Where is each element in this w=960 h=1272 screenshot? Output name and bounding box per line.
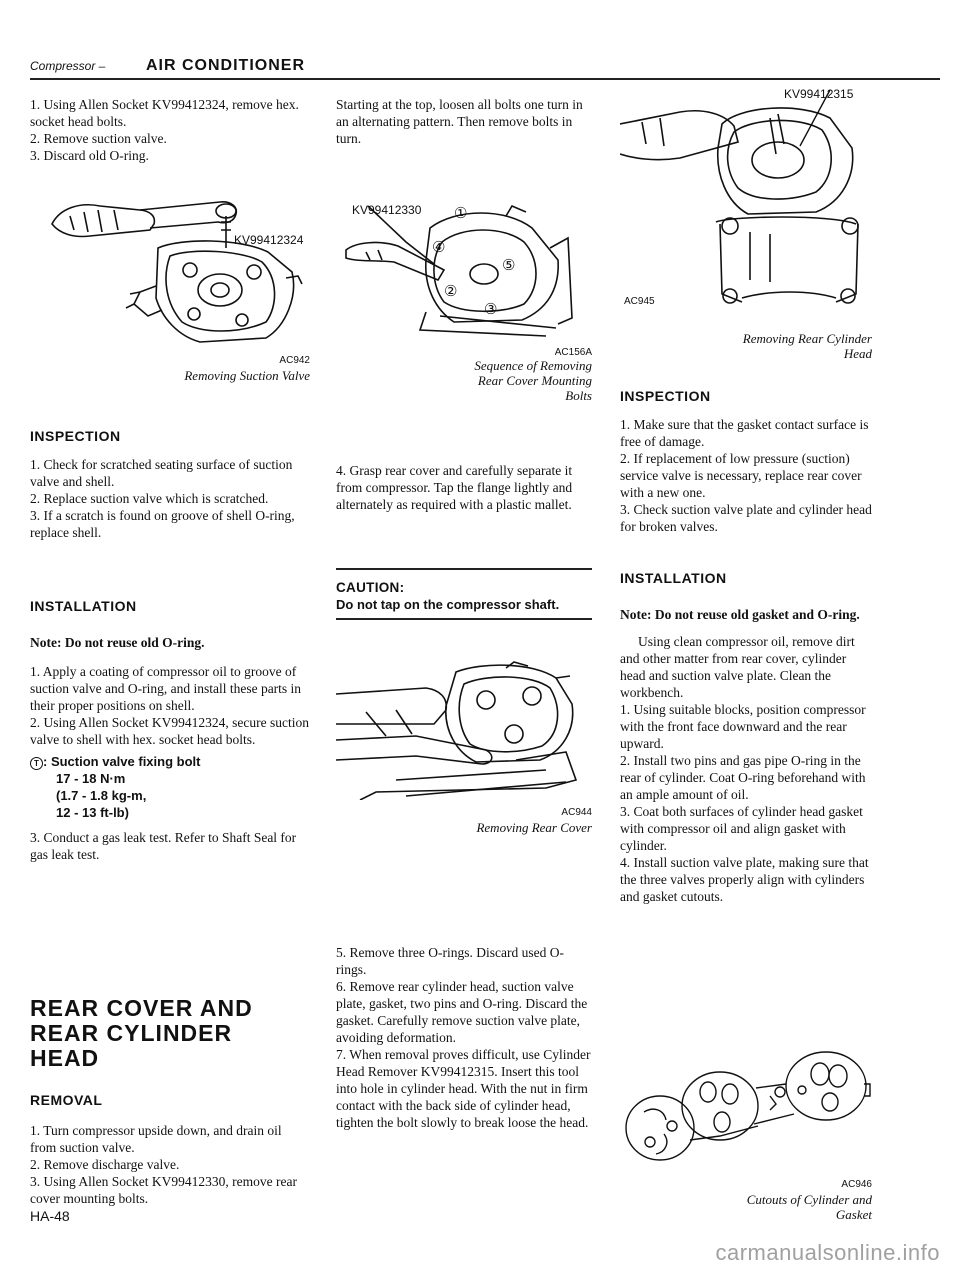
- note: Note: Do not reuse old O-ring.: [30, 635, 205, 650]
- section-label: Compressor –: [30, 59, 106, 73]
- bolt-number: ③: [484, 301, 498, 318]
- torque-kgm: (1.7 - 1.8 kg-m,: [56, 788, 147, 803]
- figure-bolt-sequence: [336, 198, 592, 418]
- watermark[interactable]: carmanualsonline.info: [715, 1240, 940, 1265]
- step: 2. Remove discharge valve.: [30, 1157, 180, 1172]
- removal-heading: REMOVAL: [30, 1092, 103, 1108]
- step: 7. When removal proves difficult, use Cylinder Head Remover KV99412315. Insert this tool into hole in cylinder head. With the nut in firm contact with the back side of cylinder head, tighten the bolt slowly to break loose the head.: [336, 1047, 591, 1130]
- installation-heading: INSTALLATION: [620, 570, 727, 586]
- caution-box: [336, 568, 592, 620]
- divider: [336, 618, 592, 620]
- note: Note: Do not reuse old gasket and O-ring.: [620, 607, 860, 622]
- step: 3. Conduct a gas leak test. Refer to Shaft Seal for gas leak test.: [30, 830, 297, 862]
- torque-spec: [30, 754, 310, 821]
- step: 1. Turn compressor upside down, and drain oil from suction valve.: [30, 1123, 282, 1155]
- figure-caption: Removing Rear Cylinder: [742, 331, 872, 346]
- inspection-heading: INSPECTION: [620, 388, 711, 404]
- figure-removing-rear-cylinder-head: [620, 84, 872, 374]
- figure-caption: Sequence of Removing: [474, 358, 592, 373]
- inspection-heading: INSPECTION: [30, 428, 121, 444]
- caution-text: Do not tap on the compressor shaft.: [336, 597, 560, 612]
- step: 4. Install suction valve plate, making sure that the three valves properly align with cylinders and gasket cutouts.: [620, 855, 869, 904]
- tool-label: KV99412315: [784, 87, 854, 101]
- step: 3. Check suction valve plate and cylinder head for broken valves.: [620, 502, 872, 534]
- step: 4. Grasp rear cover and carefully separate it from compressor. Tap the flange lightly and alternately as required with a plastic mallet.: [336, 463, 573, 512]
- figure-cutouts: [620, 1044, 872, 1222]
- column-1-removal: [30, 1092, 310, 1207]
- column-2-step4: [336, 462, 592, 513]
- column-1-inspection: [30, 428, 310, 541]
- figure-caption: Rear Cover Mounting: [477, 373, 592, 388]
- caution-title: CAUTION:: [336, 580, 405, 595]
- step: 2. If replacement of low pressure (suction) service valve is necessary, replace rear cover with a new one.: [620, 451, 862, 500]
- tool-label: KV99412330: [352, 203, 422, 217]
- figure-caption: Head: [843, 346, 872, 361]
- torque-label: : Suction valve fixing bolt: [43, 754, 201, 769]
- column-2: [336, 96, 592, 147]
- step: 3. If a scratch is found on groove of shell O-ring, replace shell.: [30, 508, 295, 540]
- step: 3. Coat both surfaces of cylinder head gasket with compressor oil and align gasket with cylinder.: [620, 804, 863, 853]
- step: 2. Install two pins and gas pipe O-ring in the rear of cylinder. Coat O-ring beforehand with an ample amount of oil.: [620, 753, 866, 802]
- cutouts-illustration: [620, 1044, 872, 1172]
- column-2-steps: [336, 944, 592, 1131]
- cylinder-head-illustration: [620, 84, 872, 316]
- step: 1. Using suitable blocks, position compressor with the front face downward and the rear upward.: [620, 702, 866, 751]
- step: 3. Using Allen Socket KV99412330, remove rear cover mounting bolts.: [30, 1174, 297, 1206]
- figure-code: AC944: [561, 807, 592, 818]
- step: 1. Using Allen Socket KV99412324, remove hex. socket head bolts.: [30, 97, 299, 129]
- bolt-number: ④: [432, 239, 446, 256]
- divider: [336, 568, 592, 570]
- step: 1. Check for scratched seating surface of suction valve and shell.: [30, 457, 293, 489]
- section-heading-line: REAR COVER AND: [30, 995, 253, 1021]
- step: 1. Make sure that the gasket contact surface is free of damage.: [620, 417, 869, 449]
- torque-icon: T: [30, 757, 43, 770]
- figure-code: AC156A: [554, 347, 592, 358]
- figure-removing-suction-valve: [30, 186, 310, 396]
- step: 6. Remove rear cylinder head, suction valve plate, gasket, two pins and O-ring. Discard the gasket. Carefully remove suction valve plate, avoiding deformation.: [336, 979, 588, 1045]
- step: 5. Remove three O-rings. Discard used O-rings.: [336, 945, 564, 977]
- step: 1. Apply a coating of compressor oil to groove of suction valve and O-ring, and install these parts in their proper positions on shell.: [30, 664, 302, 713]
- paragraph: Using clean compressor oil, remove dirt and other matter from rear cover, cylinder head and suction valve plate. Clean the workbench.: [620, 634, 855, 700]
- bolt-number: ①: [454, 205, 468, 222]
- bolt-sequence-illustration: [336, 198, 592, 338]
- page-header: [30, 48, 940, 80]
- section-title-block: [30, 996, 310, 1071]
- section-heading-line: REAR CYLINDER: [30, 1020, 233, 1046]
- figure-code: AC946: [841, 1179, 872, 1190]
- rear-cover-illustration: [336, 660, 592, 800]
- torque-ftlb: 12 - 13 ft-lb): [56, 805, 129, 820]
- section-heading-line: HEAD: [30, 1045, 100, 1071]
- suction-valve-illustration: [30, 186, 310, 346]
- column-3-inspection: [620, 388, 872, 535]
- step: 2. Replace suction valve which is scratched.: [30, 491, 269, 506]
- figure-removing-rear-cover: [336, 660, 592, 840]
- figure-caption: Cutouts of Cylinder and: [746, 1192, 872, 1207]
- installation-heading: INSTALLATION: [30, 598, 137, 614]
- tool-label: KV99412324: [234, 233, 304, 247]
- step: 2. Remove suction valve.: [30, 131, 167, 146]
- paragraph: Starting at the top, loosen all bolts one turn in an alternating pattern. Then remove bolts in turn.: [336, 97, 583, 146]
- column-1: [30, 96, 310, 164]
- bolt-number: ⑤: [502, 257, 516, 274]
- figure-caption: Gasket: [835, 1207, 872, 1222]
- page-number: HA-48: [30, 1208, 70, 1224]
- bolt-number: ②: [444, 283, 458, 300]
- figure-caption: Bolts: [565, 388, 592, 403]
- figure-caption: Removing Rear Cover: [476, 820, 592, 835]
- step: 2. Using Allen Socket KV99412324, secure suction valve to shell with hex. socket head bolts.: [30, 715, 309, 747]
- figure-code: AC942: [279, 355, 310, 366]
- step: 3. Discard old O-ring.: [30, 148, 149, 163]
- column-1-installation: [30, 598, 310, 863]
- page-title: AIR CONDITIONER: [146, 57, 305, 74]
- figure-caption: Removing Suction Valve: [184, 368, 310, 383]
- torque-nm: 17 - 18 N·m: [56, 771, 126, 786]
- figure-code: AC945: [624, 296, 655, 307]
- column-3-installation: [620, 570, 872, 905]
